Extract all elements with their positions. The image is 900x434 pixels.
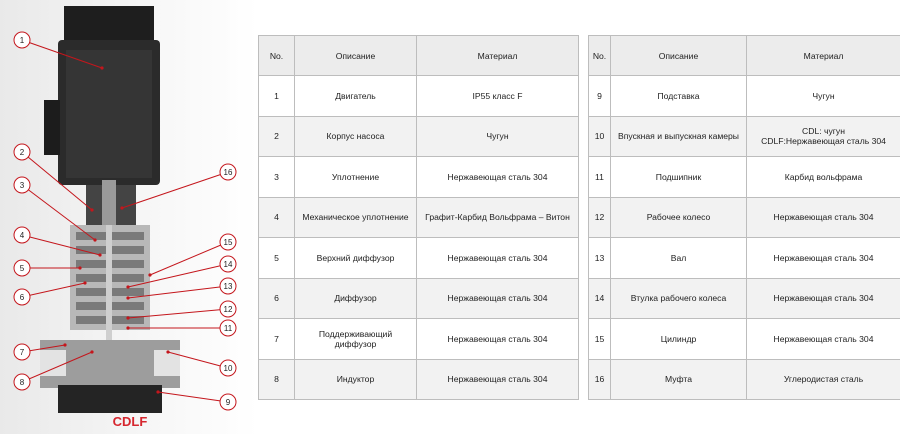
callout-point-11	[126, 326, 129, 329]
header-no: No.	[589, 36, 611, 76]
table-row	[259, 157, 579, 198]
callout-point-3	[93, 238, 96, 241]
material-line-2: CDLF:Нержавеющая сталь 304	[761, 136, 886, 147]
callout-number-8: 8	[19, 378, 25, 387]
table-row	[589, 319, 900, 360]
callout-point-15	[148, 273, 151, 276]
callout-point-5	[78, 266, 81, 269]
table-header	[259, 36, 579, 76]
cell-material: Нержавеющая сталь 304	[417, 278, 579, 319]
cell-no: 8	[259, 359, 295, 400]
callout-point-8	[90, 350, 93, 353]
cell-description: Муфта	[611, 359, 747, 400]
spec-table-left	[258, 35, 579, 400]
callout-point-9	[156, 390, 159, 393]
base-stand	[58, 385, 162, 413]
header-material: Материал	[747, 36, 900, 76]
cell-material: Нержавеющая сталь 304	[747, 278, 900, 319]
cell-material: Нержавеющая сталь 304	[417, 319, 579, 360]
cell-no: 12	[589, 197, 611, 238]
pump-drawing	[0, 0, 258, 434]
table-row	[589, 238, 900, 279]
table-row	[589, 359, 900, 400]
header-description: Описание	[611, 36, 747, 76]
callout-number-2: 2	[19, 148, 25, 157]
coupling	[102, 180, 116, 230]
cell-description: Цилиндр	[611, 319, 747, 360]
table-row	[589, 197, 900, 238]
cell-no: 1	[259, 76, 295, 117]
callout-leader-3	[19, 185, 95, 240]
cell-description: Поддерживающий диффузор	[295, 319, 417, 360]
callout-number-5: 5	[19, 264, 25, 273]
callout-leader-15	[150, 242, 228, 275]
callout-number-11: 11	[223, 324, 233, 333]
cell-description: Верхний диффузор	[295, 238, 417, 279]
cell-no: 4	[259, 197, 295, 238]
header-material: Материал	[417, 36, 579, 76]
cell-no: 14	[589, 278, 611, 319]
cell-material: IP55 класс F	[417, 76, 579, 117]
header-description: Описание	[295, 36, 417, 76]
cell-no: 9	[589, 76, 611, 117]
cell-no: 10	[589, 116, 611, 157]
callout-number-3: 3	[19, 181, 25, 190]
callout-point-1	[100, 66, 103, 69]
header-no: No.	[259, 36, 295, 76]
cell-material: Нержавеющая сталь 304	[747, 238, 900, 279]
callout-point-10	[166, 350, 169, 353]
callout-number-16: 16	[223, 168, 233, 177]
cell-material: Нержавеющая сталь 304	[417, 359, 579, 400]
cell-description: Впускная и выпускная камеры	[611, 116, 747, 157]
callout-point-2	[90, 208, 93, 211]
cell-material: Нержавеющая сталь 304	[747, 197, 900, 238]
cell-material: Чугун	[417, 116, 579, 157]
terminal-box	[44, 100, 60, 155]
cell-description: Подставка	[611, 76, 747, 117]
cell-no: 11	[589, 157, 611, 198]
cell-description: Уплотнение	[295, 157, 417, 198]
pump-cutaway-figure	[0, 0, 258, 434]
table-header	[589, 36, 900, 76]
cell-material	[747, 116, 900, 157]
cell-no: 15	[589, 319, 611, 360]
cell-material: Графит-Карбид Вольфрама – Витон	[417, 197, 579, 238]
cell-description: Двигатель	[295, 76, 417, 117]
table-row	[589, 278, 900, 319]
cell-description: Индуктор	[295, 359, 417, 400]
callout-number-13: 13	[223, 282, 233, 291]
cell-no: 5	[259, 238, 295, 279]
callout-number-15: 15	[223, 238, 233, 247]
cell-material: Чугун	[747, 76, 900, 117]
cell-material: Нержавеющая сталь 304	[417, 238, 579, 279]
material-line-1: CDL: чугун	[802, 125, 845, 136]
callout-number-4: 4	[19, 231, 25, 240]
table-row	[259, 359, 579, 400]
callout-number-12: 12	[223, 305, 233, 314]
table-row	[589, 157, 900, 198]
callout-point-7	[63, 343, 66, 346]
cell-no: 13	[589, 238, 611, 279]
callout-point-13	[126, 296, 129, 299]
cell-description: Подшипник	[611, 157, 747, 198]
callout-point-12	[126, 316, 129, 319]
cell-material: Нержавеющая сталь 304	[417, 157, 579, 198]
cell-description: Вал	[611, 238, 747, 279]
callout-point-6	[83, 281, 86, 284]
table-row	[589, 116, 900, 157]
table-row	[259, 238, 579, 279]
cell-material: Углеродистая сталь	[747, 359, 900, 400]
model-label: CDLF	[112, 414, 148, 429]
table-row	[259, 319, 579, 360]
cell-material: Нержавеющая сталь 304	[747, 319, 900, 360]
motor-top	[64, 6, 154, 44]
callout-point-16	[120, 206, 123, 209]
cell-no: 6	[259, 278, 295, 319]
cell-description: Механическое уплотнение	[295, 197, 417, 238]
table-row	[259, 116, 579, 157]
callout-number-14: 14	[223, 260, 233, 269]
table-row	[589, 76, 900, 117]
callout-number-7: 7	[19, 348, 25, 357]
table-row	[259, 197, 579, 238]
callout-point-4	[98, 253, 101, 256]
cell-description: Рабочее колесо	[611, 197, 747, 238]
cell-description: Втулка рабочего колеса	[611, 278, 747, 319]
cell-no: 3	[259, 157, 295, 198]
motor-shade	[66, 50, 152, 178]
cell-no: 2	[259, 116, 295, 157]
callout-number-6: 6	[19, 293, 25, 302]
callout-number-1: 1	[19, 36, 25, 45]
spec-table-right	[588, 35, 900, 400]
cell-no: 7	[259, 319, 295, 360]
cell-no: 16	[589, 359, 611, 400]
cell-description: Диффузор	[295, 278, 417, 319]
cell-description: Корпус насоса	[295, 116, 417, 157]
callout-leader-9	[158, 392, 228, 402]
table-row	[259, 278, 579, 319]
callout-number-10: 10	[223, 364, 233, 373]
cell-material: Карбид вольфрама	[747, 157, 900, 198]
callout-number-9: 9	[225, 398, 231, 407]
table-row	[259, 76, 579, 117]
callout-point-14	[126, 285, 129, 288]
